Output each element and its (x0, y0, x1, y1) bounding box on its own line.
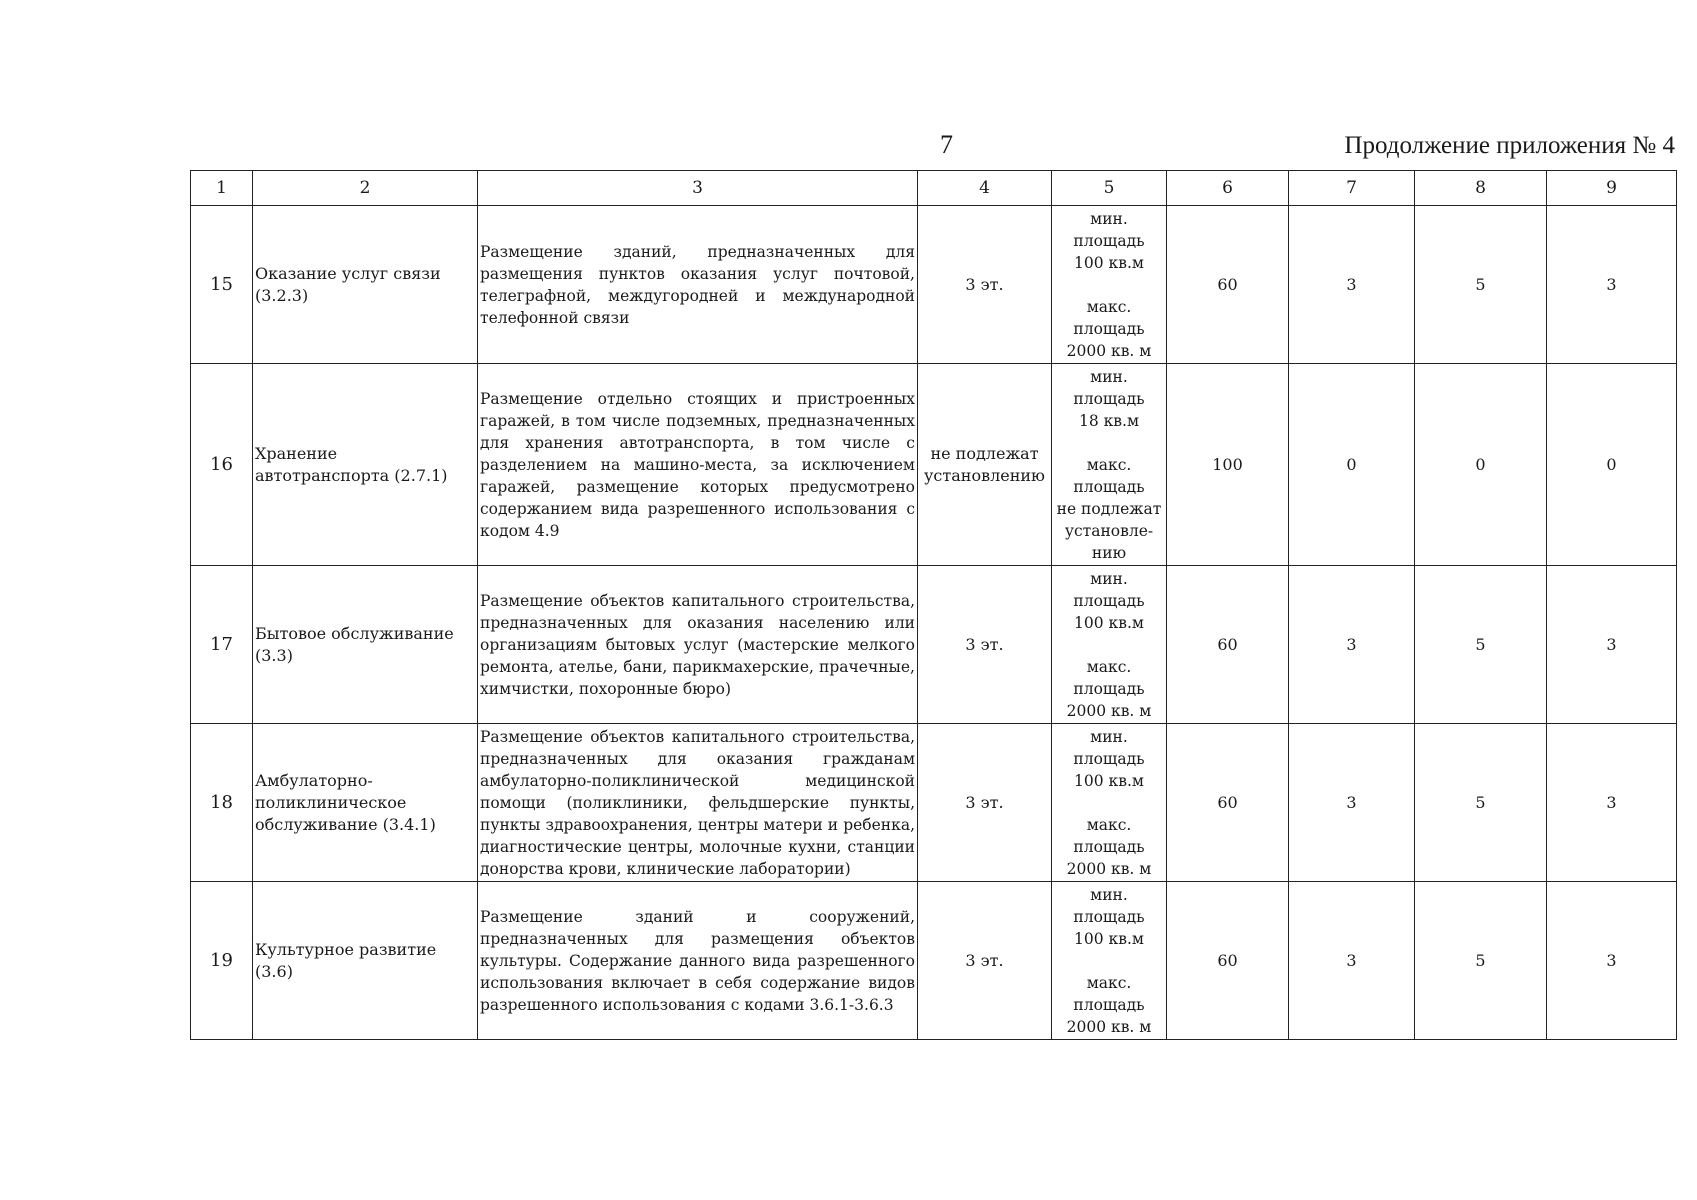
col8-value: 5 (1415, 206, 1547, 364)
area-min-value: 100 кв.м (1074, 771, 1144, 790)
use-type-description: Размещение зданий, предназначенных для размещения пунктов оказания услуг почтовой, телеграфной, междугородней и международной телефонной связи (478, 206, 918, 364)
area-min-label: мин. (1090, 727, 1128, 746)
col6-value: 100 (1167, 364, 1289, 566)
row-number: 17 (191, 566, 253, 724)
col7-value: 3 (1289, 882, 1415, 1040)
row-number: 18 (191, 724, 253, 882)
use-type-name: Культурное развитие (3.6) (253, 882, 478, 1040)
max-floors: не подлежат установлению (918, 364, 1052, 566)
area-max-label: макс. (1086, 973, 1132, 992)
table-row (191, 566, 1677, 724)
area-max-label: макс. (1086, 657, 1132, 676)
row-number: 15 (191, 206, 253, 364)
area-min-value: 18 кв.м (1078, 411, 1140, 430)
table-row (191, 364, 1677, 566)
plot-area-limits (1052, 566, 1167, 724)
area-min-value: 100 кв.м (1074, 613, 1144, 632)
column-header-8: 8 (1415, 171, 1547, 206)
area-max-label: макс. (1086, 455, 1132, 474)
col6-value: 60 (1167, 882, 1289, 1040)
col8-value: 0 (1415, 364, 1547, 566)
col6-value: 60 (1167, 566, 1289, 724)
column-header-7: 7 (1289, 171, 1415, 206)
plot-area-limits (1052, 882, 1167, 1040)
max-floors: 3 эт. (918, 882, 1052, 1040)
area-max-value-end: нию (1091, 543, 1127, 562)
appendix-continuation-title: Продолжение приложения № 4 (1344, 132, 1675, 159)
plot-area-limits (1052, 364, 1167, 566)
col8-value: 5 (1415, 882, 1547, 1040)
max-floors: 3 эт. (918, 566, 1052, 724)
area-max-label: макс. (1086, 815, 1132, 834)
area-min-label: мин. (1090, 209, 1128, 228)
area-min-label: мин. (1090, 885, 1128, 904)
area-min-word: площадь (1073, 389, 1145, 408)
plot-area-limits (1052, 724, 1167, 882)
use-type-description: Размещение объектов капитального строительства, предназначенных для оказания населению или организациям бытовых услуг (мастерские мелкого ремонта, ателье, бани, парикмахерские, прачечные, химчистки, похоронные бюро) (478, 566, 918, 724)
column-header-5: 5 (1052, 171, 1167, 206)
plot-area-limits (1052, 206, 1167, 364)
area-min-word: площадь (1073, 907, 1145, 926)
area-max-value: 2000 кв. м (1066, 701, 1152, 720)
use-type-name: Амбулаторно-поликлиническое обслуживание (3.4.1) (253, 724, 478, 882)
col9-value: 0 (1547, 364, 1677, 566)
column-header-3: 3 (478, 171, 918, 206)
area-min-value: 100 кв.м (1074, 929, 1144, 948)
area-max-label: макс. (1086, 297, 1132, 316)
use-type-description: Размещение зданий и сооружений, предназначенных для размещения объектов культуры. Содержание данного вида разрешенного использования включает в себя содержание видов разрешенного использования с кодами 3.6.1-3.6.3 (478, 882, 918, 1040)
area-max-value-cont: установле- (1064, 521, 1154, 540)
area-max-word: площадь (1073, 837, 1145, 856)
col8-value: 5 (1415, 724, 1547, 882)
col9-value: 3 (1547, 566, 1677, 724)
col7-value: 0 (1289, 364, 1415, 566)
use-type-name: Хранение автотранспорта (2.7.1) (253, 364, 478, 566)
area-min-label: мин. (1090, 367, 1128, 386)
regulations-table (190, 170, 1677, 1040)
col9-value: 3 (1547, 882, 1677, 1040)
area-max-word: площадь (1073, 679, 1145, 698)
col7-value: 3 (1289, 566, 1415, 724)
table-row (191, 882, 1677, 1040)
column-header-9: 9 (1547, 171, 1677, 206)
col7-value: 3 (1289, 206, 1415, 364)
table-header-row (191, 171, 1677, 206)
table-row (191, 206, 1677, 364)
area-min-word: площадь (1073, 231, 1145, 250)
col9-value: 3 (1547, 724, 1677, 882)
use-type-name: Бытовое обслуживание (3.3) (253, 566, 478, 724)
area-max-word: площадь (1073, 477, 1145, 496)
column-header-4: 4 (918, 171, 1052, 206)
col6-value: 60 (1167, 206, 1289, 364)
use-type-description: Размещение отдельно стоящих и пристроенных гаражей, в том числе подземных, предназначенных для хранения автотранспорта, в том числе с разделением на машино-места, за исключением гаражей, размещение которых предусмотрено содержанием вида разрешенного использования с кодом 4.9 (478, 364, 918, 566)
area-min-value: 100 кв.м (1074, 253, 1144, 272)
col8-value: 5 (1415, 566, 1547, 724)
area-min-word: площадь (1073, 749, 1145, 768)
use-type-description: Размещение объектов капитального строительства, предназначенных для оказания гражданам амбулаторно-поликлинической медицинской помощи (поликлиники, фельдшерские пункты, пункты здравоохранения, центры матери и ребенка, диагностические центры, молочные кухни, станции донорства крови, клинические лаборатории) (478, 724, 918, 882)
col9-value: 3 (1547, 206, 1677, 364)
page-number: 7 (940, 130, 953, 159)
area-min-word: площадь (1073, 591, 1145, 610)
row-number: 16 (191, 364, 253, 566)
column-header-6: 6 (1167, 171, 1289, 206)
col6-value: 60 (1167, 724, 1289, 882)
use-type-name: Оказание услуг связи (3.2.3) (253, 206, 478, 364)
table-row (191, 724, 1677, 882)
max-floors: 3 эт. (918, 724, 1052, 882)
max-floors: 3 эт. (918, 206, 1052, 364)
area-max-value: 2000 кв. м (1066, 859, 1152, 878)
col7-value: 3 (1289, 724, 1415, 882)
area-max-value: 2000 кв. м (1066, 1017, 1152, 1036)
column-header-1: 1 (191, 171, 253, 206)
area-max-value: 2000 кв. м (1066, 341, 1152, 360)
area-max-word: площадь (1073, 319, 1145, 338)
area-max-value: не подлежат (1056, 499, 1162, 518)
row-number: 19 (191, 882, 253, 1040)
column-header-2: 2 (253, 171, 478, 206)
area-min-label: мин. (1090, 569, 1128, 588)
area-max-word: площадь (1073, 995, 1145, 1014)
